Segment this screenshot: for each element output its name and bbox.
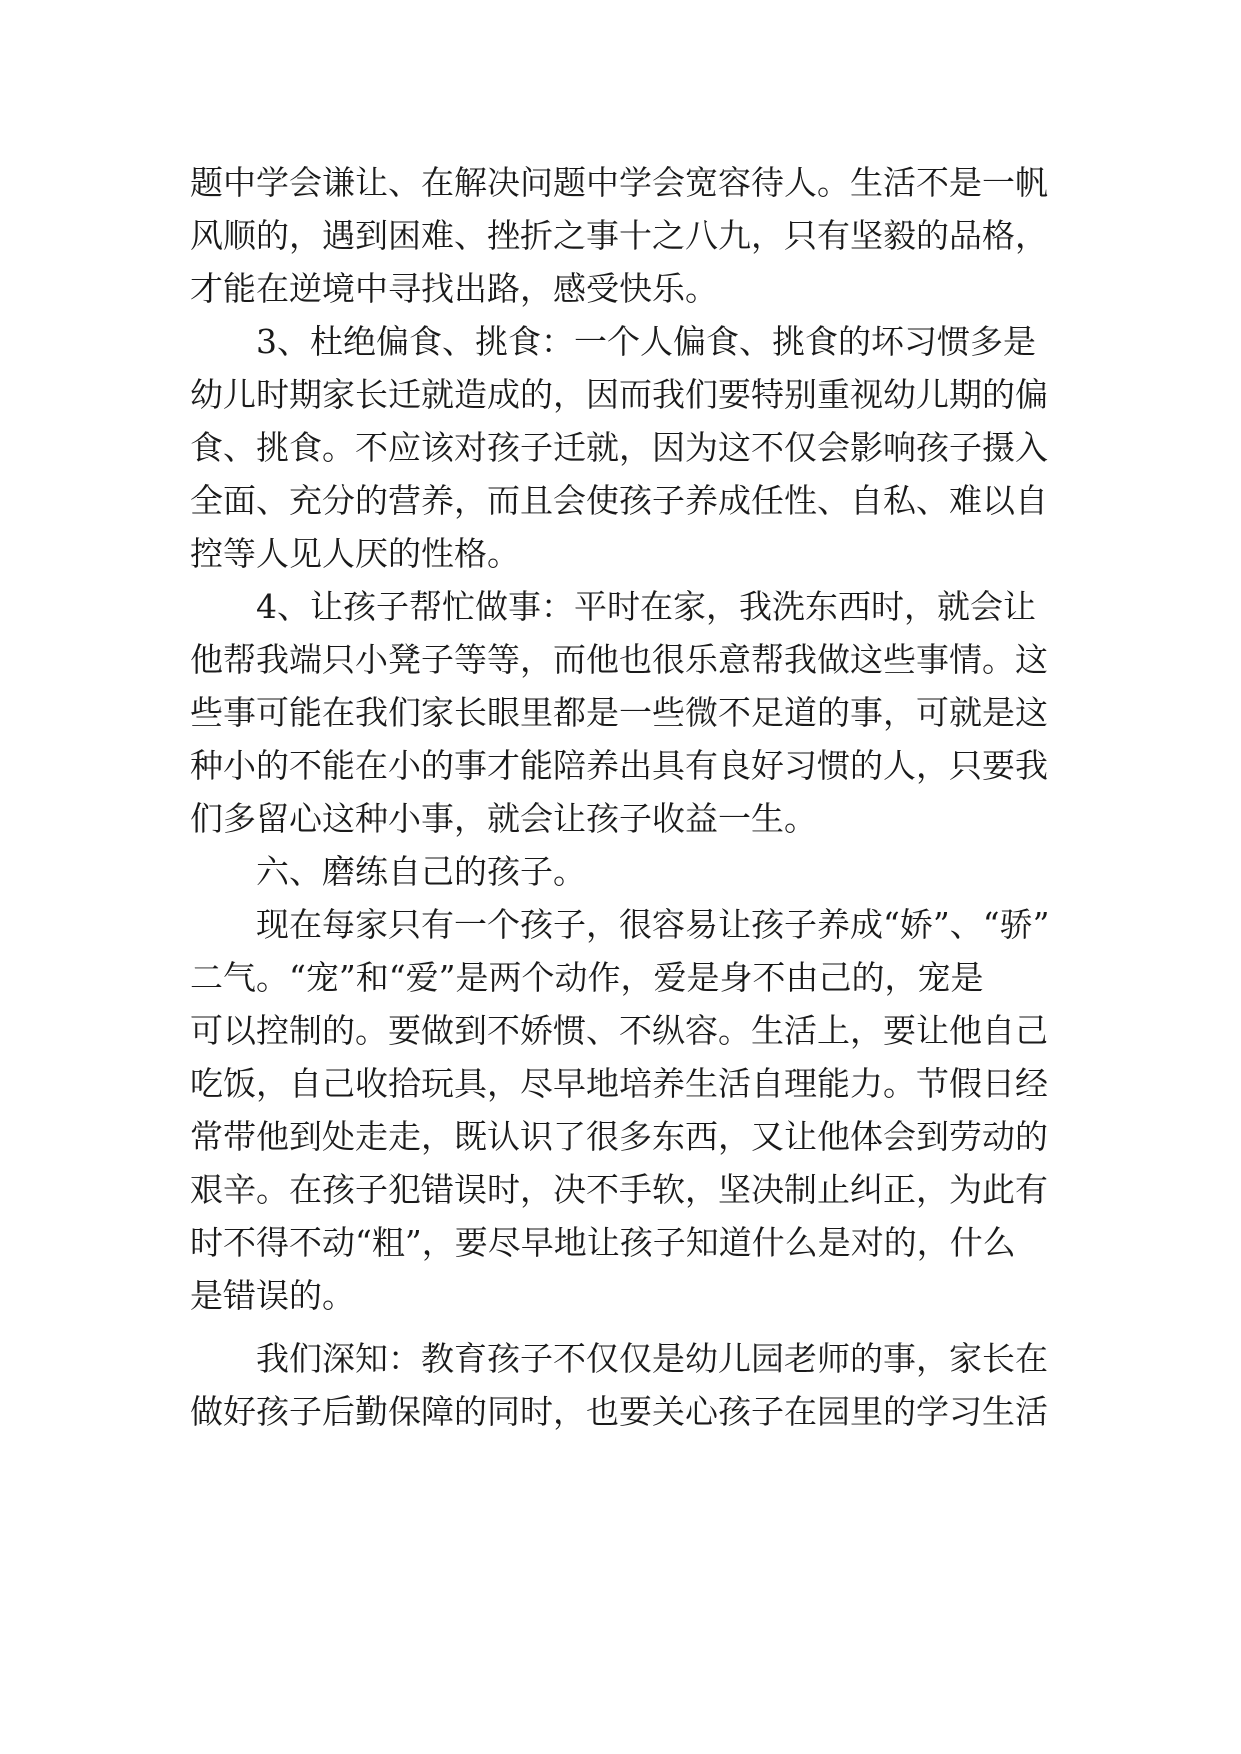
text-line: 全面、充分的营养，而且会使孩子养成任性、自私、难以自 xyxy=(190,481,1048,520)
text-line: 时不得不动“粗”，要尽早地让孩子知道什么是对的，什么 xyxy=(190,1223,1016,1262)
text-line: 控等人见人厌的性格。 xyxy=(190,534,520,573)
text-line: 3、杜绝偏食、挑食：一个人偏食、挑食的坏习惯多是 xyxy=(256,322,1036,361)
text-line: 题中学会谦让、在解决问题中学会宽容待人。生活不是一帆 xyxy=(190,163,1048,202)
text-line: 他帮我端只小凳子等等，而他也很乐意帮我做这些事情。这 xyxy=(190,640,1048,679)
text-line: 做好孩子后勤保障的同时，也要关心孩子在园里的学习生活 xyxy=(190,1392,1048,1431)
text-line: 可以控制的。要做到不娇惯、不纵容。生活上，要让他自己 xyxy=(190,1011,1048,1050)
text-line: 种小的不能在小的事才能陪养出具有良好习惯的人，只要我 xyxy=(190,746,1048,785)
text-line: 艰辛。在孩子犯错误时，决不手软，坚决制止纠正，为此有 xyxy=(190,1170,1048,1209)
text-line: 我们深知：教育孩子不仅仅是幼儿园老师的事，家长在 xyxy=(256,1339,1048,1378)
text-line: 些事可能在我们家长眼里都是一些微不足道的事，可就是这 xyxy=(190,693,1048,732)
text-line: 风顺的，遇到困难、挫折之事十之八九，只有坚毅的品格， xyxy=(190,216,1048,255)
text-line: 常带他到处走走，既认识了很多东西，又让他体会到劳动的 xyxy=(190,1117,1048,1156)
text-line: 4、让孩子帮忙做事：平时在家，我洗东西时，就会让 xyxy=(256,587,1036,626)
text-line: 现在每家只有一个孩子，很容易让孩子养成“娇”、“骄” xyxy=(256,905,1050,944)
text-line: 是错误的。 xyxy=(190,1276,355,1315)
text-line: 们多留心这种小事，就会让孩子收益一生。 xyxy=(190,799,817,838)
text-line: 吃饭，自己收拾玩具，尽早地培养生活自理能力。节假日经 xyxy=(190,1064,1048,1103)
text-line: 二气。“宠”和“爱”是两个动作，爱是身不由己的，宠是 xyxy=(190,958,984,997)
text-line: 才能在逆境中寻找出路，感受快乐。 xyxy=(190,269,718,308)
section-heading: 六、磨练自己的孩子。 xyxy=(256,852,586,891)
text-line: 幼儿时期家长迁就造成的，因而我们要特别重视幼儿期的偏 xyxy=(190,375,1048,414)
text-line: 食、挑食。不应该对孩子迁就，因为这不仅会影响孩子摄入 xyxy=(190,428,1048,467)
